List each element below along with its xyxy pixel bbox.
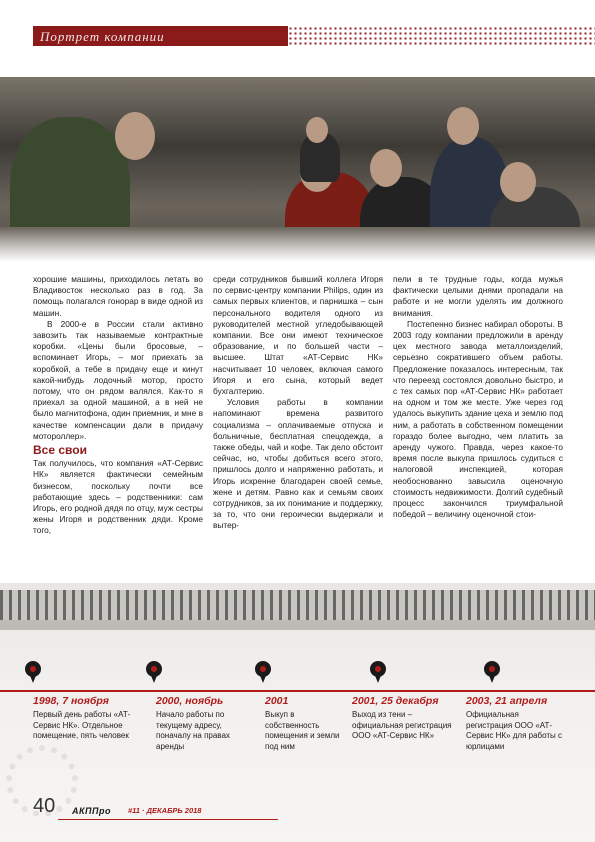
paragraph: пели в те трудные годы, когда мужья фактически целыми днями пропадали на работе и не могли уделять им должного внимания. — [393, 274, 563, 318]
photo-face — [447, 107, 479, 145]
timeline-entry — [33, 695, 151, 742]
timeline-entry — [156, 695, 256, 752]
timeline-date: 2003, 21 апреля — [466, 695, 548, 707]
timeline-text: Официальная регистрация ООО «АТ-Сервис НК» для работы с юрлицами — [466, 710, 563, 751]
paragraph: среди сотрудников бывший коллега Игоря по сервис-центру компании Philips, один из самых первых клиентов, и парнишка – сын персонального водителя одного из руководителей местной угледобывающей компании. Все они имеют техническое образование, и по большей части – высшее. Штат «АТ-Сервис НК» насчитывает 10 человек, включая самого Игоря и его сына, который ведет бухгалтерию. — [213, 274, 383, 397]
timeline-text: Выход из тени – официальная регистрация ООО «АТ-Сервис НК» — [352, 710, 452, 740]
map-pin-icon — [146, 661, 162, 683]
timeline-date: 2000, ноябрь — [156, 695, 224, 707]
timeline-text: Первый день работы «АТ-Сервис НК». Отдельное помещение, пять человек — [33, 710, 131, 740]
paragraph: Условия работы в компании напоминают времена развитого социализма – оплачиваемые отпуска и больничные, бесплатная спецодежда, а также обеды, чай и кофе. Так дело обстоит сейчас, но, чтобы добиться всего этого, пришлось долго и напряженно работать, и Игорь искренне благодарен своей семье, жене и детям. Равно как и семьям своих сотрудников, за их понимание и поддержку, за то, что они героически выдержали и вытер- — [213, 397, 383, 531]
photo-face — [115, 112, 155, 160]
magazine-logo: АКППро — [72, 806, 111, 816]
text-column-2 — [213, 274, 383, 532]
subheading: Все свои — [33, 443, 87, 458]
timeline-text: Начало работы по текущему адресу, поначалу на правах аренды — [156, 710, 230, 751]
photo-face — [500, 162, 536, 202]
header-dot-pattern — [288, 26, 595, 46]
map-pin-icon — [255, 661, 271, 683]
paragraph: Постепенно бизнес набирал обороты. В 2003 году компании предложили в аренду цех местного завода металлоизделий, серьезно сократившего объем работы. Предложение показалось интересным, так что переезд состоялся довольно быстро, и с тех самых пор «АТ-Сервис НК» работает на одном и том же месте. Уже через год удалось выкупить здание цеха и землю под ним, а работать в собственном помещении гораздо более выгодно, чем платить за аренду чужого. Правда, через какое-то время после выкупа пришлось судиться с налоговой инспекцией, которая необоснованно завысила оценочную стоимость недвижимости. Долгий судебный процесс закончился триумфальной победой – величину оценочной стои- — [393, 318, 563, 520]
text-column-1 — [33, 274, 203, 537]
paragraph: В 2000-е в России стали активно завозить так называемые контрактные коробки. «Цены были бросовые, – вспоминает Игорь, – мог приехать за коробкой, а тебе в придачу еще и кинут какой-нибудь лодочный мотор, просто потому, что он рядом валялся. Как-то я приехал за одной машиной, а в ней не было магнитофона, один приемник, и мне в качестве компенсации дали в придачу мотороллер». — [33, 318, 203, 441]
section-title: Портрет компании — [40, 29, 165, 44]
map-pin-icon — [370, 661, 386, 683]
page-number: 40 — [33, 795, 56, 817]
ceiling-beam-decoration — [0, 590, 595, 620]
timeline-date: 1998, 7 ноября — [33, 695, 109, 707]
timeline-line — [0, 690, 595, 692]
timeline-entry — [265, 695, 340, 752]
footer-rule — [58, 819, 278, 820]
paragraph: Так получилось, что компания «АТ-Сервис НК» является фактически семейным бизнесом, поскольку почти все работающие здесь – родственники: сам Игорь, его родной дядя по отцу, муж сестры жены Игоря и родственник дяди. Кроме того, — [33, 458, 203, 536]
paragraph: хорошие машины, приходилось летать во Владивосток несколько раз в год. За помощь полагался гонорар в виде одной из машин. — [33, 274, 203, 318]
photo-face — [306, 117, 328, 143]
issue-info: #11 · ДЕКАБРЬ 2018 — [128, 806, 202, 815]
photo-fade — [0, 228, 595, 262]
map-pin-icon — [25, 661, 41, 683]
timeline-text: Выкуп в собственность помещения и земли под ним — [265, 710, 340, 751]
timeline-entry — [466, 695, 566, 752]
timeline-date: 2001, 25 декабря — [352, 695, 439, 707]
timeline-date: 2001 — [265, 695, 289, 707]
map-pin-icon — [484, 661, 500, 683]
text-column-3 — [393, 274, 563, 520]
ceiling-beam-shadow — [0, 620, 595, 630]
timeline-entry — [352, 695, 452, 742]
photo-face — [370, 149, 402, 187]
